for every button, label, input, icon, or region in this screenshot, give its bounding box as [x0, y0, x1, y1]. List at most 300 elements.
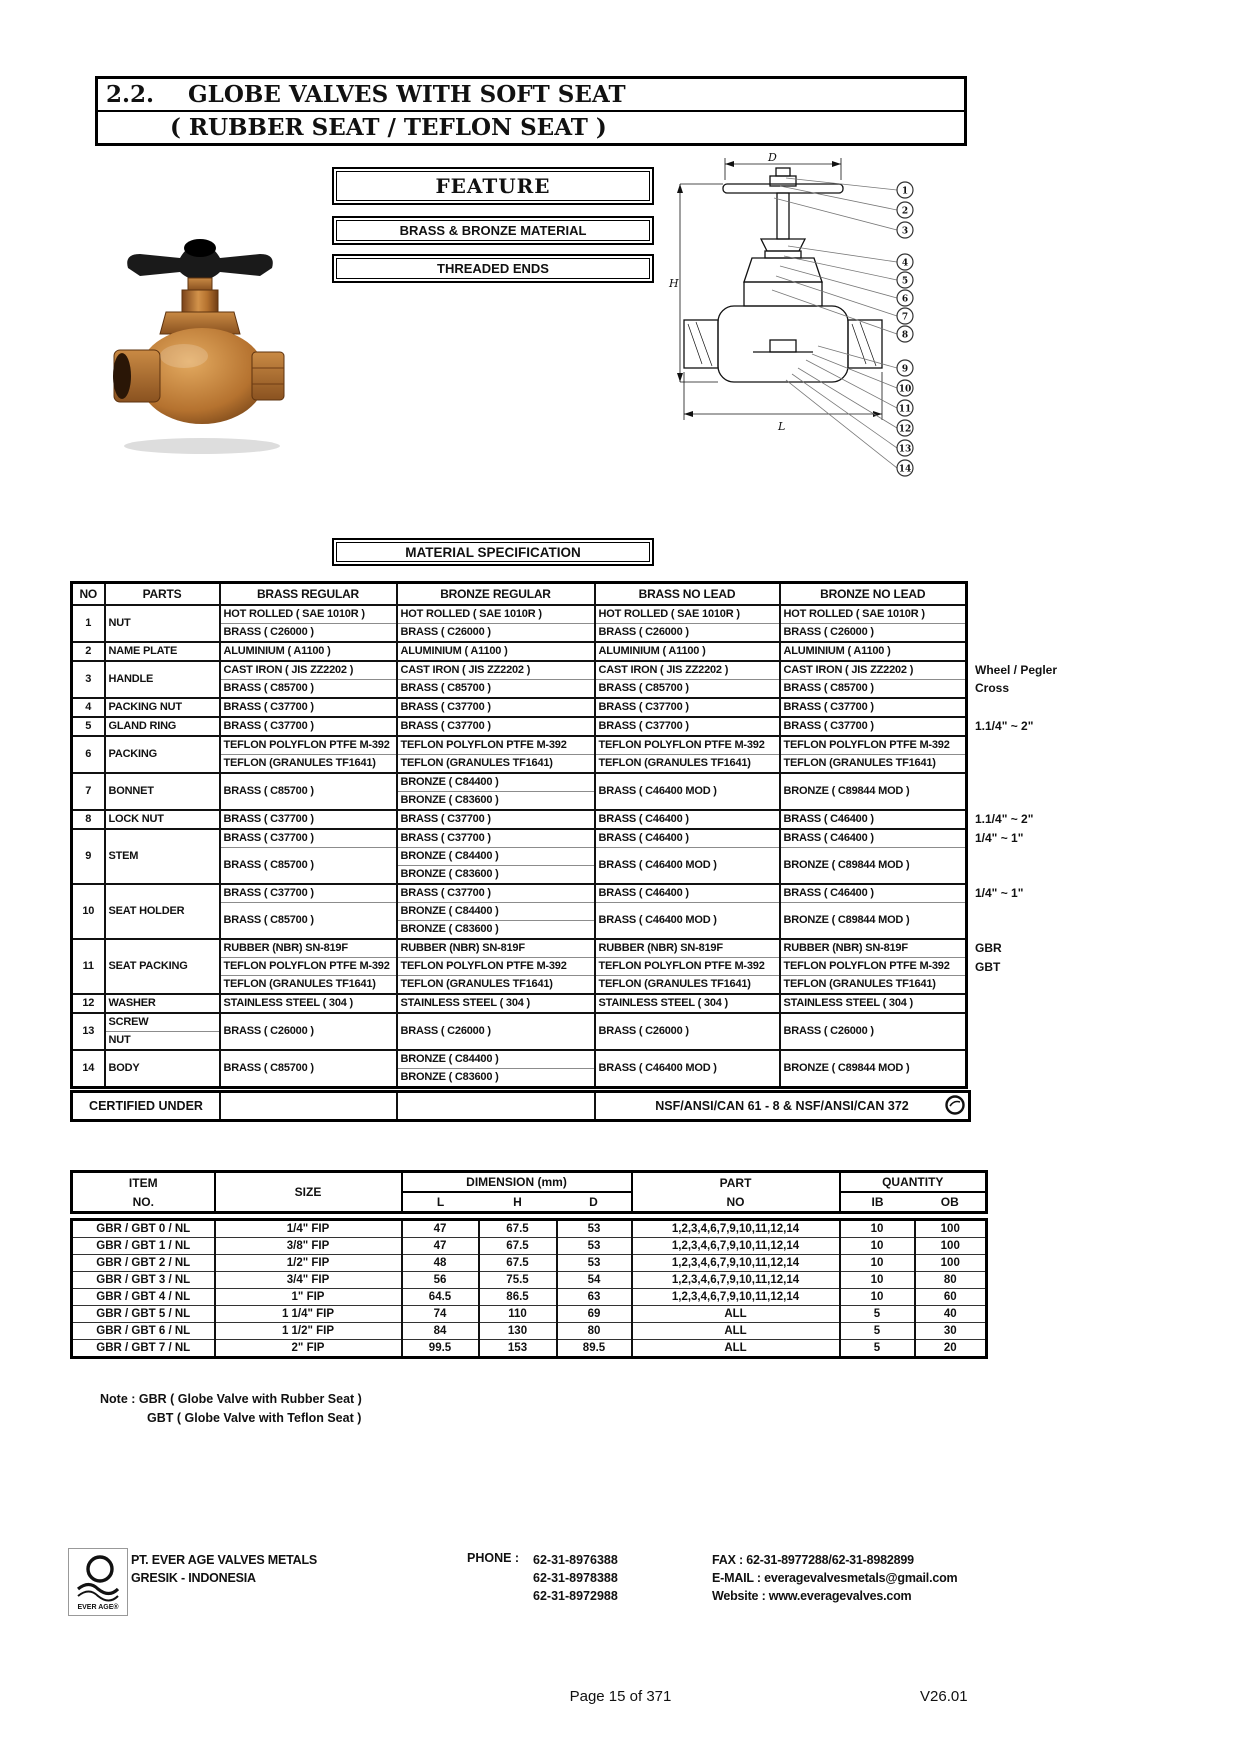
right-outlet-hex	[252, 352, 284, 400]
material-table-wrap	[70, 581, 1230, 1089]
table-cell: BRONZE ( C89844 MOD )	[780, 903, 967, 940]
table-cell: BRASS ( C37700 )	[595, 698, 780, 717]
table-cell: 63	[557, 1289, 632, 1306]
table-cell: BRASS ( C85700 )	[220, 773, 397, 810]
company-city: GRESIK - INDONESIA	[131, 1571, 256, 1585]
column-header: D	[589, 1195, 598, 1209]
column-header: L	[402, 1192, 479, 1213]
column-header: NO	[632, 1192, 840, 1213]
handwheel-hub	[184, 239, 216, 257]
table-cell: BRONZE ( C83600 )	[397, 921, 595, 940]
table-cell: 3/4" FIP	[215, 1272, 402, 1289]
dimension-table	[70, 1218, 988, 1359]
table-cell: 1	[72, 605, 105, 642]
table-cell: BRASS ( C37700 )	[397, 717, 595, 736]
table-cell: 11	[72, 939, 105, 994]
table-cell: 47	[402, 1220, 479, 1238]
table-cell: BRASS ( C37700 )	[220, 884, 397, 903]
table-cell: PACKING NUT	[105, 698, 220, 717]
table-cell: CAST IRON ( JIS ZZ2202 )	[220, 661, 397, 680]
company-name: PT. EVER AGE VALVES METALS	[131, 1553, 318, 1567]
table-row	[72, 1289, 987, 1306]
table-cell: HOT ROLLED ( SAE 1010R )	[595, 605, 780, 624]
table-cell: LOCK NUT	[105, 810, 220, 829]
feature-bullet-material: BRASS & BRONZE MATERIAL	[332, 216, 654, 245]
fax-line: FAX : 62-31-8977288/62-31-8982899	[712, 1553, 914, 1567]
table-cell: 5	[840, 1323, 915, 1340]
table-cell: 1" FIP	[215, 1289, 402, 1306]
table-cell: RUBBER (NBR) SN-819F	[220, 939, 397, 958]
table-row	[72, 1013, 967, 1032]
table-cell: 10	[840, 1272, 915, 1289]
table-cell: BRONZE ( C83600 )	[397, 792, 595, 811]
table-cell: 1,2,3,4,6,7,9,10,11,12,14	[632, 1255, 840, 1272]
column-header: PART	[632, 1172, 840, 1193]
diagram-callout	[774, 198, 913, 238]
table-cell: BRONZE ( C83600 )	[397, 1069, 595, 1088]
table-cell: CAST IRON ( JIS ZZ2202 )	[397, 661, 595, 680]
valve-photo	[110, 224, 288, 456]
table-cell: BRASS ( C85700 )	[220, 1050, 397, 1088]
svg-text:5: 5	[901, 276, 909, 287]
table-cell: 80	[557, 1323, 632, 1340]
table-cell: TEFLON (GRANULES TF1641)	[780, 755, 967, 774]
table-cell: BRONZE ( C89844 MOD )	[780, 848, 967, 885]
note-line-gbr: Note : GBR ( Globe Valve with Rubber Seat )	[100, 1392, 362, 1406]
table-cell: TEFLON (GRANULES TF1641)	[595, 976, 780, 995]
table-cell: 48	[402, 1255, 479, 1272]
table-cell: 60	[915, 1289, 987, 1306]
table-cell: STAINLESS STEEL ( 304 )	[780, 994, 967, 1013]
table-cell: BRASS ( C37700 )	[220, 829, 397, 848]
table-cell: 10	[840, 1238, 915, 1255]
table-cell: STAINLESS STEEL ( 304 )	[595, 994, 780, 1013]
table-cell: TEFLON (GRANULES TF1641)	[220, 755, 397, 774]
table-row	[72, 1323, 987, 1340]
page-title-box	[95, 76, 967, 146]
table-cell: GBR / GBT 3 / NL	[72, 1272, 215, 1289]
certified-empty-cell	[219, 1093, 396, 1119]
table-cell: 153	[479, 1340, 557, 1358]
table-cell: BRASS ( C46400 MOD )	[595, 848, 780, 885]
table-cell: ALUMINIUM ( A1100 )	[780, 642, 967, 661]
table-cell: TEFLON (GRANULES TF1641)	[780, 976, 967, 995]
svg-text:9: 9	[901, 364, 909, 375]
table-cell: 53	[557, 1255, 632, 1272]
table-row	[72, 661, 967, 680]
table-cell: BRASS ( C46400 )	[595, 810, 780, 829]
svg-text:2: 2	[901, 206, 909, 217]
note-line-gbt: GBT ( Globe Valve with Teflon Seat )	[147, 1411, 362, 1425]
version-label: V26.01	[920, 1688, 968, 1705]
valve-cross-section-diagram	[668, 150, 948, 530]
svg-text:3: 3	[901, 226, 909, 237]
table-cell: TEFLON POLYFLON PTFE M-392	[397, 736, 595, 755]
table-row	[72, 1272, 987, 1289]
table-cell: 9	[72, 829, 105, 884]
company-block	[131, 1551, 317, 1587]
table-header-row	[72, 1172, 987, 1193]
table-cell: PACKING	[105, 736, 220, 773]
table-cell: 56	[402, 1272, 479, 1289]
table-cell: 1,2,3,4,6,7,9,10,11,12,14	[632, 1272, 840, 1289]
table-cell: BRASS ( C26000 )	[780, 624, 967, 643]
table-row	[72, 1340, 987, 1358]
table-cell: HOT ROLLED ( SAE 1010R )	[397, 605, 595, 624]
table-cell: NAME PLATE	[105, 642, 220, 661]
table-row	[72, 1238, 987, 1255]
column-header: DIMENSION (mm)	[402, 1172, 632, 1193]
diagram-callout	[818, 346, 913, 376]
side-annotation: 1/4" ~ 1"	[975, 886, 1024, 900]
table-cell: 130	[479, 1323, 557, 1340]
table-cell: TEFLON (GRANULES TF1641)	[220, 976, 397, 995]
table-cell: BRASS ( C85700 )	[220, 848, 397, 885]
side-annotation: 1/4" ~ 1"	[975, 831, 1024, 845]
table-cell: BRASS ( C46400 )	[595, 829, 780, 848]
table-cell: 5	[840, 1306, 915, 1323]
table-cell: BRASS ( C46400 )	[595, 884, 780, 903]
dim-label-d: D	[768, 151, 777, 164]
table-cell: BRONZE ( C89844 MOD )	[780, 773, 967, 810]
diagram-callout	[776, 276, 913, 324]
side-annotation: 1.1/4" ~ 2"	[975, 812, 1034, 826]
table-cell: 10	[840, 1220, 915, 1238]
svg-text:7: 7	[901, 312, 909, 323]
svg-text:10: 10	[898, 384, 912, 395]
table-cell: 64.5	[402, 1289, 479, 1306]
svg-text:1: 1	[901, 186, 909, 197]
table-cell: TEFLON POLYFLON PTFE M-392	[595, 958, 780, 976]
table-cell: 5	[840, 1340, 915, 1358]
table-cell: RUBBER (NBR) SN-819F	[397, 939, 595, 958]
column-header: QUANTITY	[840, 1172, 987, 1193]
table-cell: ALL	[632, 1306, 840, 1323]
contact-block	[712, 1551, 957, 1605]
table-cell: BRASS ( C26000 )	[397, 1013, 595, 1050]
table-cell: 10	[840, 1289, 915, 1306]
table-cell: TEFLON POLYFLON PTFE M-392	[220, 736, 397, 755]
table-cell: GBR / GBT 0 / NL	[72, 1220, 215, 1238]
table-row	[72, 1220, 987, 1238]
table-cell: 12	[72, 994, 105, 1013]
table-cell: BRASS ( C37700 )	[397, 810, 595, 829]
certified-value-cell	[594, 1093, 968, 1119]
column-header: BRONZE REGULAR	[397, 583, 595, 606]
diagram-callout	[798, 368, 913, 436]
table-cell: 10	[840, 1255, 915, 1272]
table-cell: 2	[72, 642, 105, 661]
page-number: Page 15 of 371	[569, 1688, 672, 1705]
table-cell: TEFLON (GRANULES TF1641)	[397, 976, 595, 995]
diagram-callout	[786, 380, 913, 476]
table-cell: NUT	[105, 1032, 220, 1051]
table-cell: 100	[915, 1220, 987, 1238]
table-cell: HANDLE	[105, 661, 220, 698]
table-cell: GBR / GBT 5 / NL	[72, 1306, 215, 1323]
table-cell: BRONZE ( C84400 )	[397, 903, 595, 921]
table-header-row	[72, 583, 967, 606]
table-cell: BRASS ( C26000 )	[220, 624, 397, 643]
certified-empty-cell	[396, 1093, 594, 1119]
table-row	[72, 773, 967, 792]
table-cell: BRONZE ( C84400 )	[397, 848, 595, 866]
table-cell: ALL	[632, 1340, 840, 1358]
table-cell: 3	[72, 661, 105, 698]
feature-bullet-ends: THREADED ENDS	[332, 254, 654, 283]
table-row	[72, 810, 967, 829]
table-cell: ALUMINIUM ( A1100 )	[220, 642, 397, 661]
table-row	[72, 1050, 967, 1069]
nsf-certification-mark	[944, 1094, 966, 1116]
dim-label-h: H	[669, 277, 679, 290]
table-cell: 75.5	[479, 1272, 557, 1289]
phone-label: PHONE :	[467, 1551, 520, 1565]
table-cell: STEM	[105, 829, 220, 884]
ever-age-logo-mark	[71, 1551, 125, 1613]
table-cell: BRASS ( C26000 )	[780, 1013, 967, 1050]
table-cell: 1/4" FIP	[215, 1220, 402, 1238]
table-cell: 5	[72, 717, 105, 736]
table-cell: 8	[72, 810, 105, 829]
table-cell: BRASS ( C37700 )	[220, 717, 397, 736]
page-subtitle: ( RUBBER SEAT / TEFLON SEAT )	[170, 114, 607, 141]
table-cell: 2" FIP	[215, 1340, 402, 1358]
table-cell: BRASS ( C85700 )	[220, 903, 397, 940]
table-cell: 1 1/2" FIP	[215, 1323, 402, 1340]
table-cell: 13	[72, 1013, 105, 1050]
diagram-callout	[792, 374, 913, 456]
table-cell: BRASS ( C46400 )	[780, 810, 967, 829]
table-cell: 100	[915, 1255, 987, 1272]
svg-text:11: 11	[898, 404, 912, 415]
table-cell: 54	[557, 1272, 632, 1289]
column-header: BRONZE NO LEAD	[780, 583, 967, 606]
table-cell: 67.5	[479, 1238, 557, 1255]
note	[100, 1390, 362, 1428]
table-cell: TEFLON POLYFLON PTFE M-392	[780, 958, 967, 976]
table-cell: BRASS ( C85700 )	[595, 680, 780, 699]
table-cell: BONNET	[105, 773, 220, 810]
table-row	[72, 698, 967, 717]
table-row	[72, 994, 967, 1013]
table-cell: 10	[72, 884, 105, 939]
table-cell: RUBBER (NBR) SN-819F	[780, 939, 967, 958]
certified-value: NSF/ANSI/CAN 61 - 8 & NSF/ANSI/CAN 372	[655, 1099, 909, 1113]
column-header: OB	[940, 1195, 959, 1209]
svg-text:4: 4	[901, 258, 909, 269]
website-line: Website : www.everagevalves.com	[712, 1589, 912, 1603]
table-cell: GBR / GBT 6 / NL	[72, 1323, 215, 1340]
table-row	[72, 1255, 987, 1272]
table-cell: BRASS ( C85700 )	[397, 680, 595, 699]
table-cell: TEFLON POLYFLON PTFE M-392	[220, 958, 397, 976]
column-header: SIZE	[215, 1172, 402, 1213]
table-cell: 47	[402, 1238, 479, 1255]
table-cell: 4	[72, 698, 105, 717]
table-row	[72, 884, 967, 903]
table-cell: BRASS ( C26000 )	[397, 624, 595, 643]
table-cell: SCREW	[105, 1013, 220, 1032]
table-row	[72, 1306, 987, 1323]
table-cell: STAINLESS STEEL ( 304 )	[397, 994, 595, 1013]
table-cell: BRONZE ( C83600 )	[397, 866, 595, 885]
feature-heading: FEATURE	[332, 167, 654, 205]
table-cell: 100	[915, 1238, 987, 1255]
table-cell: BRASS ( C37700 )	[397, 698, 595, 717]
table-row	[72, 605, 967, 624]
table-cell: BRASS ( C26000 )	[595, 1013, 780, 1050]
body-highlight	[160, 344, 208, 368]
table-cell: BRASS ( C37700 )	[780, 698, 967, 717]
table-cell: BRASS ( C37700 )	[397, 884, 595, 903]
table-cell: BRASS ( C85700 )	[780, 680, 967, 699]
table-cell: 1,2,3,4,6,7,9,10,11,12,14	[632, 1238, 840, 1255]
table-cell: 84	[402, 1323, 479, 1340]
table-cell: HOT ROLLED ( SAE 1010R )	[780, 605, 967, 624]
table-cell: 53	[557, 1238, 632, 1255]
phone-number: 62-31-8976388	[533, 1553, 618, 1567]
table-cell: 110	[479, 1306, 557, 1323]
column-header: NO	[72, 583, 105, 606]
table-cell: BRASS ( C46400 )	[780, 829, 967, 848]
email-line: E-MAIL : everagevalvesmetals@gmail.com	[712, 1571, 958, 1585]
table-cell: STAINLESS STEEL ( 304 )	[220, 994, 397, 1013]
table-cell: 7	[72, 773, 105, 810]
table-cell: GBR / GBT 7 / NL	[72, 1340, 215, 1358]
table-cell: 80	[915, 1272, 987, 1289]
table-cell: ALL	[632, 1323, 840, 1340]
table-row	[72, 717, 967, 736]
table-cell: BRASS ( C85700 )	[220, 680, 397, 699]
table-cell: GBR / GBT 2 / NL	[72, 1255, 215, 1272]
table-cell: 40	[915, 1306, 987, 1323]
table-cell: SEAT PACKING	[105, 939, 220, 994]
table-cell: 74	[402, 1306, 479, 1323]
column-header: NO.	[132, 1194, 154, 1209]
table-cell: BRASS ( C46400 MOD )	[595, 903, 780, 940]
table-cell: 86.5	[479, 1289, 557, 1306]
table-cell: TEFLON POLYFLON PTFE M-392	[780, 736, 967, 755]
table-cell: TEFLON POLYFLON PTFE M-392	[397, 958, 595, 976]
column-header: H	[513, 1195, 522, 1209]
table-cell: TEFLON (GRANULES TF1641)	[397, 755, 595, 774]
table-cell: ALUMINIUM ( A1100 )	[595, 642, 780, 661]
table-cell: SEAT HOLDER	[105, 884, 220, 939]
page-title	[98, 79, 964, 112]
table-cell: BRONZE ( C84400 )	[397, 773, 595, 792]
table-row	[72, 939, 967, 958]
table-cell: 14	[72, 1050, 105, 1088]
table-cell: 99.5	[402, 1340, 479, 1358]
table-cell: CAST IRON ( JIS ZZ2202 )	[595, 661, 780, 680]
table-cell: BRASS ( C37700 )	[397, 829, 595, 848]
table-cell: CAST IRON ( JIS ZZ2202 )	[780, 661, 967, 680]
side-annotation: Wheel / Pegler Cross	[975, 663, 1058, 695]
svg-text:14: 14	[898, 464, 912, 475]
phone-number: 62-31-8978388	[533, 1571, 618, 1585]
table-cell: BRONZE ( C84400 )	[397, 1050, 595, 1069]
company-logo	[68, 1548, 128, 1616]
table-cell: 20	[915, 1340, 987, 1358]
table-cell: ALUMINIUM ( A1100 )	[397, 642, 595, 661]
table-header-row	[72, 1192, 987, 1213]
svg-text:6: 6	[901, 294, 909, 305]
table-cell: 6	[72, 736, 105, 773]
table-cell: 30	[915, 1323, 987, 1340]
table-cell: BODY	[105, 1050, 220, 1088]
table-cell: BRASS ( C26000 )	[595, 624, 780, 643]
table-cell: TEFLON (GRANULES TF1641)	[595, 755, 780, 774]
table-cell: 1,2,3,4,6,7,9,10,11,12,14	[632, 1289, 840, 1306]
dimension-table-header	[70, 1170, 988, 1214]
side-annotation: 1.1/4" ~ 2"	[975, 719, 1034, 733]
column-header: ITEM	[128, 1175, 158, 1190]
table-cell: NUT	[105, 605, 220, 642]
table-row	[72, 736, 967, 755]
column-header: BRASS NO LEAD	[595, 583, 780, 606]
table-cell: 3/8" FIP	[215, 1238, 402, 1255]
table-cell: RUBBER (NBR) SN-819F	[595, 939, 780, 958]
column-header: PARTS	[105, 583, 220, 606]
table-cell: BRASS ( C37700 )	[220, 810, 397, 829]
table-cell: GBR / GBT 1 / NL	[72, 1238, 215, 1255]
diagram-callout	[786, 178, 913, 198]
table-cell: BRASS ( C46400 MOD )	[595, 1050, 780, 1088]
diagram-callout	[780, 186, 913, 218]
column-header: IB	[840, 1192, 915, 1213]
phone-number: 62-31-8972988	[533, 1589, 618, 1603]
svg-text:8: 8	[901, 330, 909, 341]
table-cell: 69	[557, 1306, 632, 1323]
logo-caption: EVER AGE®	[77, 1604, 119, 1611]
table-cell: BRASS ( C46400 MOD )	[595, 773, 780, 810]
table-cell: TEFLON POLYFLON PTFE M-392	[595, 736, 780, 755]
table-cell: BRASS ( C26000 )	[220, 1013, 397, 1050]
material-spec-heading: MATERIAL SPECIFICATION	[332, 538, 654, 566]
photo-shadow	[124, 438, 280, 454]
certified-label: CERTIFIED UNDER	[89, 1099, 203, 1113]
table-cell: BRONZE ( C89844 MOD )	[780, 1050, 967, 1088]
svg-text:12: 12	[898, 424, 912, 435]
table-cell: 67.5	[479, 1255, 557, 1272]
section-title: GLOBE VALVES WITH SOFT SEAT	[188, 81, 626, 108]
table-cell: BRASS ( C37700 )	[595, 717, 780, 736]
table-row	[72, 829, 967, 848]
table-cell: 1 1/4" FIP	[215, 1306, 402, 1323]
phone-numbers	[533, 1551, 618, 1605]
table-cell: 53	[557, 1220, 632, 1238]
material-table	[70, 581, 968, 1089]
section-number: 2.2.	[106, 81, 155, 108]
table-cell: GLAND RING	[105, 717, 220, 736]
table-cell: BRASS ( C46400 )	[780, 884, 967, 903]
packing-nut	[188, 278, 212, 290]
table-cell: 1,2,3,4,6,7,9,10,11,12,14	[632, 1220, 840, 1238]
valve-neck	[182, 290, 218, 312]
table-row	[72, 642, 967, 661]
column-header: BRASS REGULAR	[220, 583, 397, 606]
svg-text:13: 13	[898, 444, 912, 455]
certified-strip	[70, 1090, 971, 1122]
table-cell: 67.5	[479, 1220, 557, 1238]
table-cell: GBR / GBT 4 / NL	[72, 1289, 215, 1306]
table-cell: HOT ROLLED ( SAE 1010R )	[220, 605, 397, 624]
dim-label-l: L	[778, 420, 786, 433]
table-cell: BRASS ( C37700 )	[780, 717, 967, 736]
table-cell: 1/2" FIP	[215, 1255, 402, 1272]
side-annotation: GBR	[975, 941, 1002, 955]
